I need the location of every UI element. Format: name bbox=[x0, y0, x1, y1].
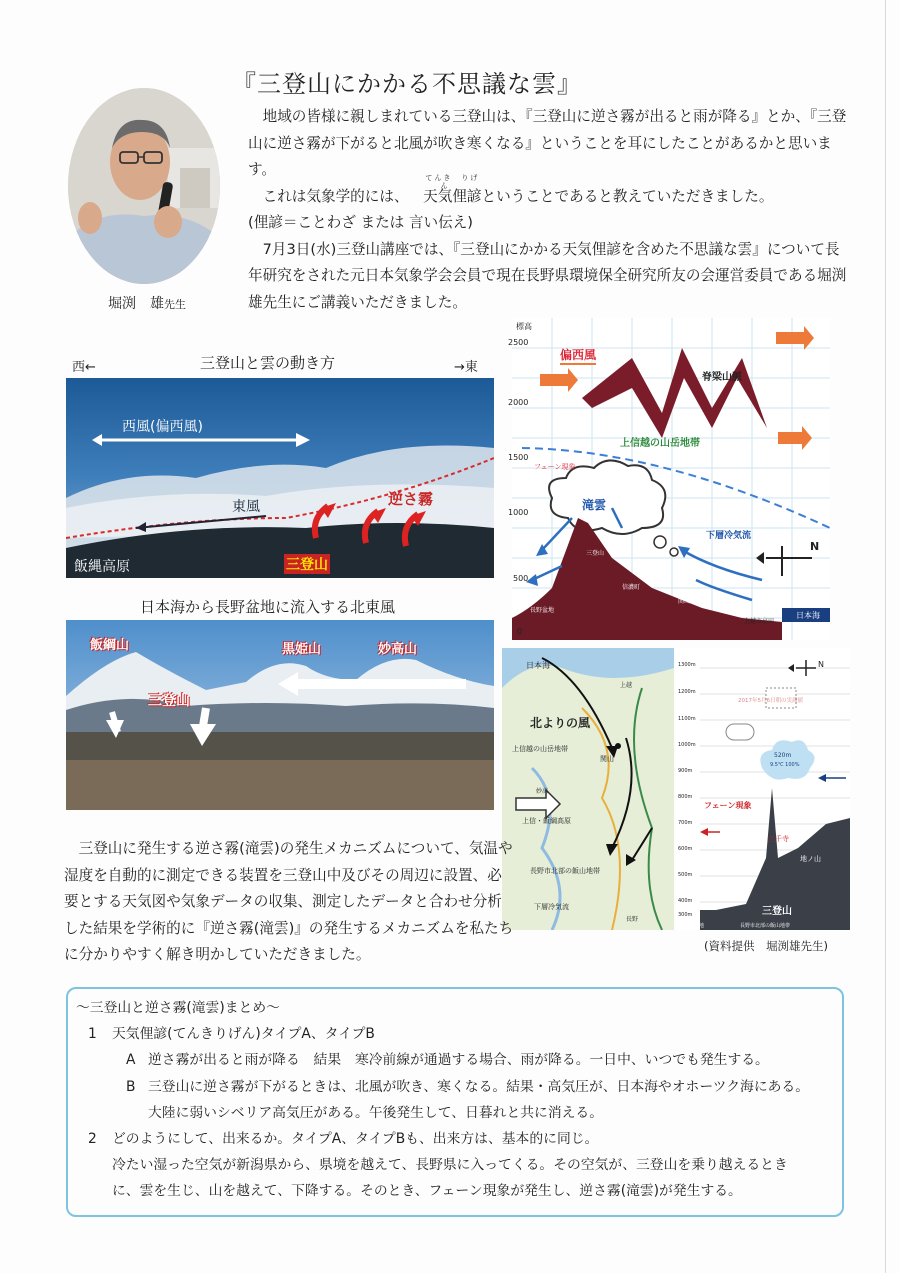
region-map bbox=[502, 648, 674, 930]
profile-height-1200: 1200m bbox=[678, 689, 696, 695]
fig1-photo-cloud bbox=[66, 378, 494, 578]
map-joshinetsu-label: 上信越の山岳地帯 bbox=[512, 745, 568, 753]
profile-height-600: 600m bbox=[678, 846, 693, 852]
diagram-sekiryo-label: 脊梁山脈 bbox=[702, 372, 742, 383]
diagram-tick-1000: 1000 bbox=[508, 508, 529, 517]
diagram-joetsu-label: 上越市高田 bbox=[744, 618, 775, 625]
diagram-tick-1500: 1500 bbox=[508, 453, 529, 462]
fig1-place-label: 飯縄高原 bbox=[74, 559, 130, 575]
fig1-mountain-label: 三登山 bbox=[284, 554, 330, 574]
summary-item-1 bbox=[76, 1021, 836, 1047]
summary-item-2-line-3: に、雲を生じ、山を越えて、下降する。そのとき、フェーン現象が発生し、逆さ霧(滝雲)が発生する。 bbox=[112, 1183, 742, 1200]
lecturer-honorific: 先生 bbox=[164, 298, 186, 311]
mechanism-paragraph: 三登山に発生する逆さ霧(滝雲)の発生メカニズムについて、気温や湿度を自動的に測定できる装置を三登山中及びその周辺に設置、必要とする天気図や気象データの収集、測定したデータと合わせ分析した結果を学術的に『逆さ霧(滝雲)』の発生するメカニズムを私たちに分かりやすく解き明かしていただきました。 bbox=[64, 840, 514, 963]
ruby-base: 天気俚諺 bbox=[423, 187, 482, 205]
profile-height-400: 400m bbox=[678, 898, 693, 904]
profile-height-700: 700m bbox=[678, 820, 693, 826]
profile-north-label: N bbox=[818, 660, 824, 669]
summary-item-b-continued: 大陸に弱いシベリア高気圧がある。午後発生して、日暮れと共に消える。 bbox=[148, 1104, 604, 1121]
fig1-west-wind-label: 西風(偏西風) bbox=[122, 419, 203, 435]
credit-note: (資料提供 堀渕雄先生) bbox=[704, 939, 828, 953]
map-sekiyama-label: 関山 bbox=[600, 755, 614, 763]
fig2-photo-mountains bbox=[66, 620, 494, 810]
diagram-tick-500: 500 bbox=[513, 574, 529, 583]
cross-section-diagram bbox=[512, 318, 830, 640]
map-kaisou-label: 下層冷気流 bbox=[534, 903, 569, 911]
summary-item-2-number: 2 bbox=[88, 1131, 97, 1148]
profile-mitera-label: 三千寺 bbox=[768, 835, 789, 843]
diagram-sekiyama-label: 関山 bbox=[678, 598, 691, 605]
map-nagano-city-label: 長野 bbox=[626, 916, 639, 923]
summary-a-text: 逆さ霧が出ると雨が降る 結果 寒冷前線が通過する場合、雨が降る。一日中、いつでも発生する。 bbox=[148, 1052, 769, 1069]
diagram-foehn-label: フェーン現象 bbox=[534, 463, 576, 471]
diagram-axis-title: 標高 bbox=[516, 322, 532, 331]
diagram-mitoyama-label: 三登山 bbox=[586, 550, 605, 557]
article-title: 『三登山にかかる不思議な雲』 bbox=[232, 70, 582, 98]
summary-item-2-line-2: 冷たい湿った空気が新潟県から、県境を越えて、長野県に入ってくる。その空気が、三登山を乗り越えるとき bbox=[112, 1157, 788, 1174]
fig2-peak3-label: 妙高山 bbox=[378, 642, 418, 657]
ruby-reading: てんき りげん bbox=[425, 173, 480, 190]
fig2-mountain-label: 三登山 bbox=[148, 693, 190, 709]
summary-item-1-text: 天気俚諺(てんきりげん)タイプA、タイプB bbox=[112, 1026, 375, 1043]
summary-item-b bbox=[76, 1074, 836, 1100]
summary-item-2 bbox=[76, 1126, 836, 1152]
profile-mitoyama-label: 三登山 bbox=[762, 906, 792, 917]
profile-title-note: 2017年5月6日朝の実測値 bbox=[738, 698, 803, 704]
summary-content bbox=[76, 995, 836, 1205]
page-edge bbox=[885, 0, 886, 1273]
summary-item-a bbox=[76, 1047, 836, 1073]
diagram-kaisou-label: 下層冷気流 bbox=[706, 531, 752, 541]
profile-base-right: 長野市北部の飯山地帯 bbox=[740, 923, 791, 929]
summary-b-label: B bbox=[126, 1078, 136, 1095]
fig1-west-label: 西← bbox=[72, 360, 96, 375]
fig1-sakasa-label: 逆さ霧 bbox=[388, 490, 434, 508]
diagram-tick-2000: 2000 bbox=[508, 398, 529, 407]
diagram-north-label: N bbox=[810, 540, 820, 553]
profile-base-left: 長野盆地 bbox=[684, 923, 705, 929]
summary-box bbox=[66, 987, 844, 1217]
fig2-peak2-label: 黒姫山 bbox=[282, 642, 322, 657]
fig2-title: 日本海から長野盆地に流入する北東風 bbox=[140, 598, 396, 616]
summary-b-text: 三登山に逆さ霧が下がるときは、北風が吹き、寒くなる。結果・高気圧が、日本海やオホーツク海にある。 bbox=[148, 1078, 810, 1095]
map-nagano-label: 長野市北部の飯山地帯 bbox=[530, 867, 600, 875]
summary-a-label: A bbox=[126, 1052, 136, 1069]
ruby-word bbox=[409, 173, 482, 211]
profile-jiyama-label: 地ノ山 bbox=[800, 855, 821, 863]
intro-p2-before: これは気象学的には、 bbox=[262, 187, 409, 205]
map-wind-label: 北よりの風 bbox=[530, 716, 591, 730]
summary-item-1-number: 1 bbox=[88, 1026, 97, 1043]
intro-paragraph-3: (俚諺＝ことわざ または 言い伝え) bbox=[248, 214, 473, 231]
profile-height-1000: 1000m bbox=[678, 742, 696, 748]
diagram-tick-0: 0 bbox=[517, 627, 523, 636]
diagram-tick-2500: 2500 bbox=[508, 338, 529, 347]
diagram-takigumo-label: 滝雲 bbox=[582, 498, 607, 512]
profile-foehn-label: フェーン現象 bbox=[704, 801, 752, 810]
portrait-caption bbox=[108, 293, 186, 313]
lecturer-name: 堀渕 雄 bbox=[108, 296, 164, 312]
intro-paragraph-1: 地域の皆様に親しまれている三登山は、『三登山に逆さ霧が出ると雨が降る』とか、『三登山に逆さ霧が下がると北風が吹き寒くなる』ということを耳にしたことがあるかと思います。 bbox=[248, 108, 847, 178]
diagram-nihonkai-label: 日本海 bbox=[796, 611, 820, 620]
lecturer-portrait bbox=[68, 88, 220, 284]
profile-height-500: 500m bbox=[678, 872, 693, 878]
profile-height-800: 800m bbox=[678, 794, 693, 800]
profile-height-1300: 1300m bbox=[678, 662, 696, 668]
fig2-peak1-label: 飯綱山 bbox=[90, 638, 130, 653]
summary-heading: ～三登山と逆さ霧(滝雲)まとめ～ bbox=[76, 1000, 280, 1016]
profile-diagram bbox=[676, 648, 850, 930]
map-iizuna-label: 上信・飯綱高原 bbox=[522, 817, 571, 825]
fig1-east-label: →東 bbox=[454, 360, 478, 375]
map-myoko-label: 妙高 bbox=[536, 788, 549, 795]
profile-value-1: 520m bbox=[774, 752, 792, 759]
profile-height-900: 900m bbox=[678, 768, 693, 774]
diagram-henseifu-label: 偏西風 bbox=[560, 346, 596, 365]
profile-value-2: 9.5℃ 100% bbox=[770, 762, 800, 768]
map-joetsu-label: 上越 bbox=[620, 682, 633, 689]
intro-paragraph-4: 7月3日(水)三登山講座では、『三登山にかかる天気俚諺を含めた不思議な雲』について長年研究をされた元日本気象学会会員で現在長野県環境保全研究所友の会運営委員である堀渕雄先生にご講義いただきました。 bbox=[248, 240, 847, 311]
intro-paragraph-2 bbox=[248, 173, 854, 211]
profile-height-1100: 1100m bbox=[678, 716, 696, 722]
fig1-east-wind-label: 東風 bbox=[232, 499, 260, 515]
profile-height-300: 300m bbox=[678, 912, 693, 918]
diagram-shinano-label: 信濃町 bbox=[622, 584, 641, 591]
fig1-title: 三登山と雲の動き方 bbox=[200, 354, 336, 372]
intro-text bbox=[248, 104, 854, 316]
diagram-nagano-label: 長野盆地 bbox=[530, 607, 555, 614]
map-sea-label: 日本海 bbox=[526, 661, 550, 670]
summary-item-2-text: どのようにして、出来るか。タイプA、タイプBも、出来方は、基本的に同じ。 bbox=[112, 1131, 599, 1148]
intro-p2-after: ということであると教えていただきました。 bbox=[481, 187, 774, 205]
diagram-joshinetsu-label: 上信越の山岳地帯 bbox=[620, 438, 700, 449]
